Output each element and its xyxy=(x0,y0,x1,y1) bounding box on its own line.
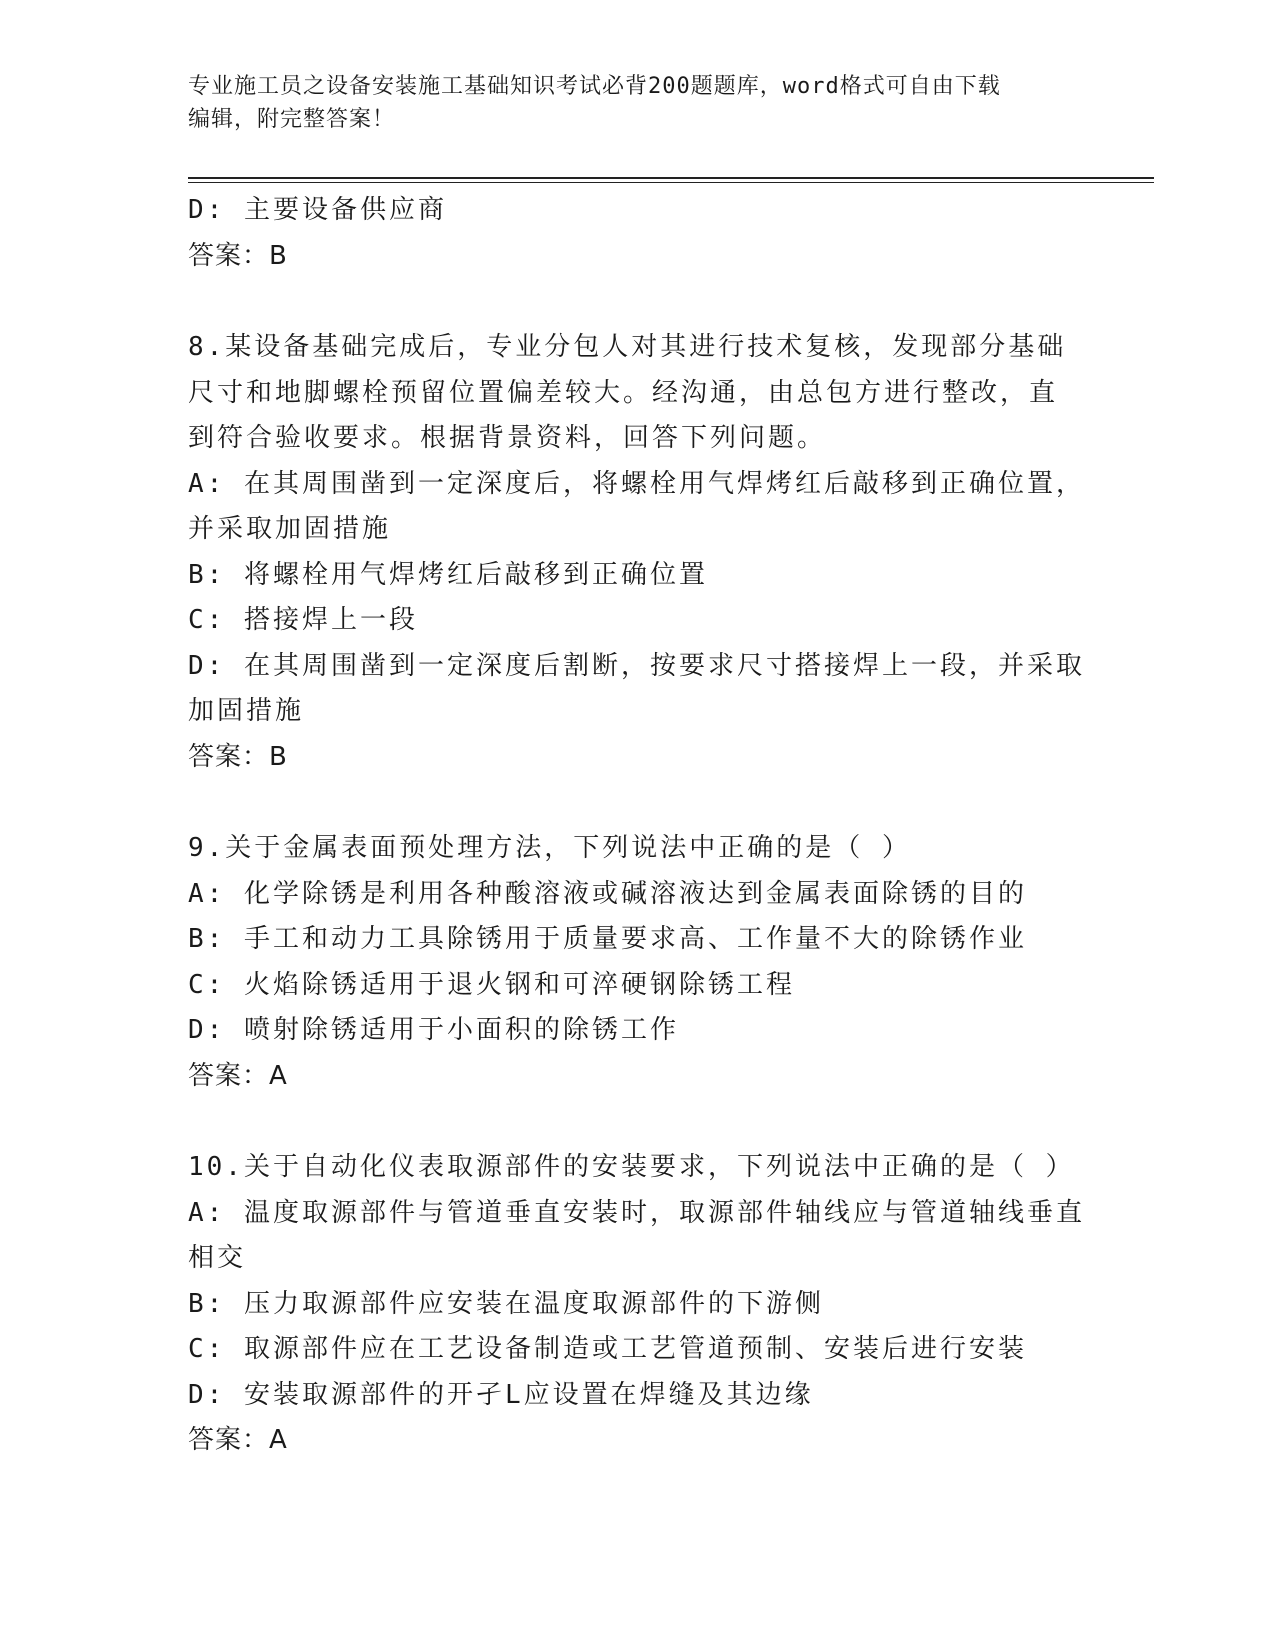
option-a: A: 温度取源部件与管道垂直安装时，取源部件轴线应与管道轴线垂直 xyxy=(188,1197,1085,1228)
header-title-line-1: 专业施工员之设备安装施工基础知识考试必背200题题库，word格式可自由下载 xyxy=(188,74,1001,99)
option-d: D: 喷射除锈适用于小面积的除锈工作 xyxy=(188,1015,679,1045)
answer: 答案：A xyxy=(188,1060,288,1091)
option-d: D: 主要设备供应商 xyxy=(188,195,447,225)
question-stem: 10.关于自动化仪表取源部件的安装要求，下列说法中正确的是（ ） xyxy=(188,1152,1075,1182)
option-d-continued: 加固措施 xyxy=(188,696,305,726)
question-list xyxy=(188,188,1088,1464)
header-divider xyxy=(188,177,1154,183)
header-title-line-2: 编辑，附完整答案！ xyxy=(188,107,396,132)
answer: 答案：B xyxy=(188,240,288,271)
page-header xyxy=(188,70,1078,136)
answer: 答案：A xyxy=(188,1425,288,1455)
option-d: D: 在其周围凿到一定深度后割断，按要求尺寸搭接焊上一段，并采取 xyxy=(188,650,1085,681)
question-stem: 尺寸和地脚螺栓预留位置偏差较大。经沟通，由总包方进行整改，直 xyxy=(188,377,1059,408)
option-b: B: 将螺栓用气焊烤红后敲移到正确位置 xyxy=(188,559,708,590)
question-8 xyxy=(188,325,1088,780)
option-c: C: 取源部件应在工艺设备制造或工艺管道预制、安装后进行安装 xyxy=(188,1334,1027,1364)
option-a: A: 在其周围凿到一定深度后，将螺栓用气焊烤红后敲移到正确位置， xyxy=(188,468,1085,499)
option-b: B: 压力取源部件应安装在温度取源部件的下游侧 xyxy=(188,1288,824,1319)
question-stem: 到符合验收要求。根据背景资料，回答下列问题。 xyxy=(188,423,827,453)
option-a: A: 化学除锈是利用各种酸溶液或碱溶液达到金属表面除锈的目的 xyxy=(188,878,1027,909)
option-b: B: 手工和动力工具除锈用于质量要求高、工作量不大的除锈作业 xyxy=(188,924,1027,954)
question-10 xyxy=(188,1145,1088,1464)
question-9 xyxy=(188,826,1088,1099)
option-c: C: 搭接焊上一段 xyxy=(188,605,418,635)
option-d: D: 安装取源部件的开孑L应设置在焊缝及其边缘 xyxy=(188,1379,814,1410)
option-a-continued: 相交 xyxy=(188,1243,247,1273)
option-a-continued: 并采取加固措施 xyxy=(188,514,392,544)
question-7-tail xyxy=(188,188,1088,279)
option-c: C: 火焰除锈适用于退火钢和可淬硬钢除锈工程 xyxy=(188,969,795,1000)
answer: 答案：B xyxy=(188,741,288,772)
question-stem: 9.关于金属表面预处理方法，下列说法中正确的是（ ） xyxy=(188,833,911,863)
question-stem: 8.某设备基础完成后，专业分包人对其进行技术复核，发现部分基础 xyxy=(188,332,1067,362)
